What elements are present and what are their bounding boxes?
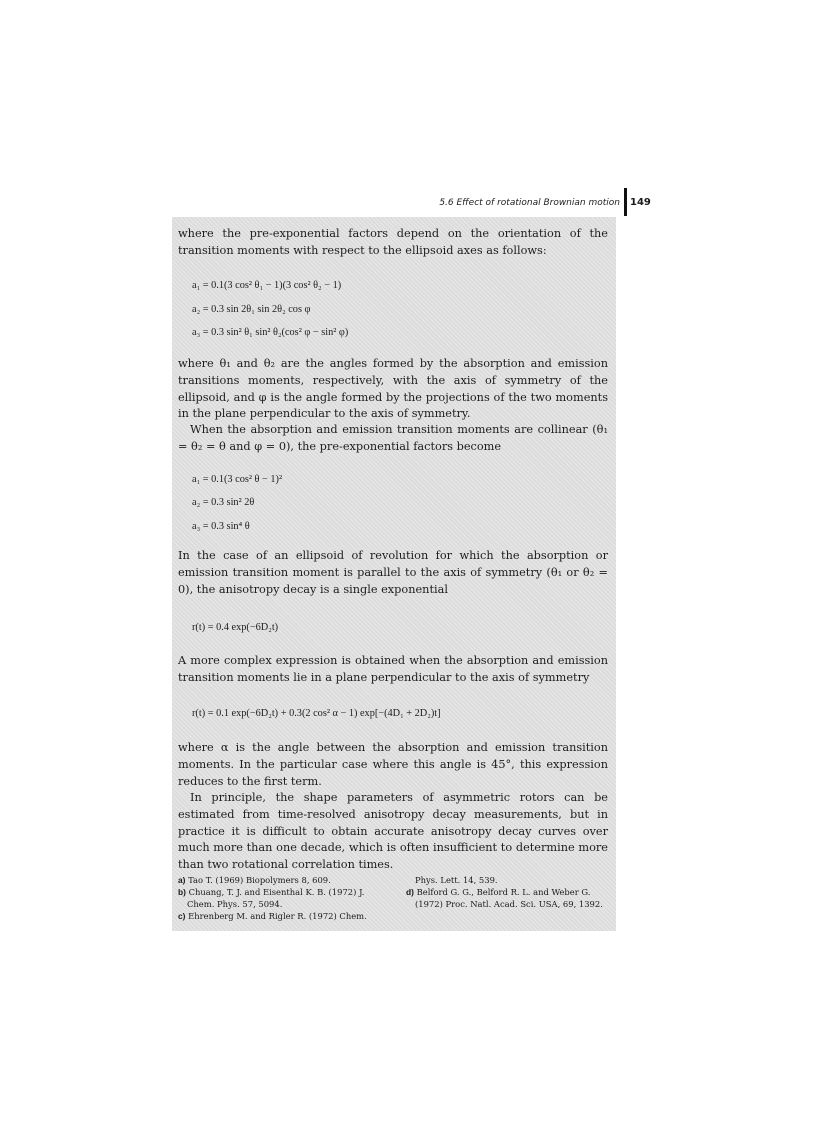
paragraph-2: where θ₁ and θ₂ are the angles formed by the absorption and emission transitions moments, respectively, with the axis of symmetry of the ellipsoid, and φ is the angle formed by the projections of the two moments in the plane perpendicular to the axis of symmetry. xyxy=(178,357,608,421)
paragraph-1: where the pre-exponential factors depend on the orientation of the transition moments with respect to the ellipsoid axes as follows: xyxy=(178,227,608,257)
reference-b: b) Chuang, T. J. and Eisenthal K. B. (1972) J. Chem. Phys. 57, 5094. xyxy=(178,887,365,909)
equation-collinear-a1: a₁ = 0.1(3 cos² θ − 1)² xyxy=(192,474,283,485)
paragraph-7: In principle, the shape parameters of asymmetric rotors can be estimated from time-resolved anisotropy decay measurements, but in practice it is difficult to obtain accurate anisotropy decay curves over much more than one decade, which is often insufficient to determine more than two rotational correlation times. xyxy=(178,791,608,872)
reference-d: d) Belford G. G., Belford R. L. and Weber G. (1972) Proc. Natl. Acad. Sci. USA, 69, 1392. xyxy=(406,887,603,909)
reference-c: c) Ehrenberg M. and Rigler R. (1972) Chem. xyxy=(178,911,367,921)
equation-collinear-a2: a₂ = 0.3 sin² 2θ xyxy=(192,497,255,508)
equation-a3: a₃ = 0.3 sin² θ₁ sin² θ₂(cos² φ − sin² φ) xyxy=(192,327,349,338)
equation-single-exponential: r(t) = 0.4 exp(−6D₂t) xyxy=(192,622,279,633)
paragraph-4: In the case of an ellipsoid of revolution for which the absorption or emission transition moment is parallel to the axis of symmetry (θ₁ or θ₂ = 0), the anisotropy decay is a single exponential xyxy=(178,549,608,596)
page-number: 149 xyxy=(630,197,651,208)
header-rule xyxy=(624,188,627,216)
equation-a1: a₁ = 0.1(3 cos² θ₁ − 1)(3 cos² θ₂ − 1) xyxy=(192,280,342,291)
equation-a2: a₂ = 0.3 sin 2θ₁ sin 2θ₂ cos φ xyxy=(192,304,311,315)
reference-a: a) Tao T. (1969) Biopolymers 8, 609. xyxy=(178,875,331,885)
equation-collinear-a3: a₃ = 0.3 sin⁴ θ xyxy=(192,521,250,532)
reference-c-continued: Phys. Lett. 14, 539. xyxy=(415,875,498,885)
paragraph-3: When the absorption and emission transition moments are collinear (θ₁ = θ₂ = θ and φ = 0), the pre-exponential factors become xyxy=(178,423,608,453)
paragraph-5: A more complex expression is obtained when the absorption and emission transition moments lie in a plane perpendicular to the axis of symmetry xyxy=(178,654,608,684)
equation-perpendicular: r(t) = 0.1 exp(−6D₂t) + 0.3(2 cos² α − 1) exp[−(4D₁ + 2D₂)t] xyxy=(192,708,441,719)
running-head: 5.6 Effect of rotational Brownian motion xyxy=(439,198,620,208)
paragraph-6: where α is the angle between the absorption and emission transition moments. In the particular case where this angle is 45°, this expression reduces to the first term. xyxy=(178,741,608,788)
